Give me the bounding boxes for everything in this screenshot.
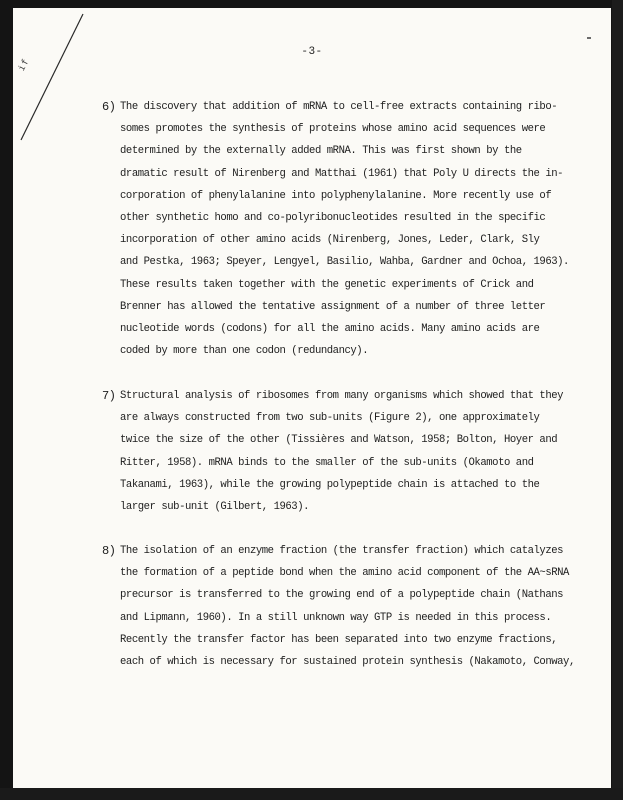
- paragraph-text: [120, 385, 563, 518]
- text-line: corporation of phenylalanine into polyphenylalanine. More recently use of: [120, 189, 552, 202]
- paragraph-number: 8): [102, 544, 116, 558]
- text-line: Ritter, 1958). mRNA binds to the smaller of the sub-units (Okamoto and: [120, 456, 534, 469]
- text-line: are always constructed from two sub-units (Figure 2), one approximately: [120, 412, 540, 425]
- text-line: each of which is necessary for sustained protein synthesis (Nakamoto, Conway,: [120, 655, 575, 668]
- paragraph-number: 6): [102, 100, 116, 114]
- margin-annotation: if: [16, 56, 32, 74]
- text-line: incorporation of other amino acids (Nirenberg, Jones, Leder, Clark, Sly: [120, 234, 540, 247]
- paragraph-number: 7): [102, 389, 116, 403]
- text-line: Brenner has allowed the tentative assignment of a number of three letter: [120, 300, 546, 313]
- page-number: -3-: [301, 46, 323, 58]
- paragraph-8: [102, 540, 575, 673]
- scan-edge-right: [612, 0, 623, 800]
- text-line: Structural analysis of ribosomes from many organisms which showed that they: [120, 390, 564, 402]
- text-line: The discovery that addition of mRNA to cell-free extracts containing ribo-: [120, 101, 558, 113]
- text-line: the formation of a peptide bond when the amino acid component of the AA~sRNA: [120, 567, 569, 580]
- text-line: larger sub-unit (Gilbert, 1963).: [120, 500, 310, 513]
- text-line: precursor is transferred to the growing end of a polypeptide chain (Nathans: [120, 589, 564, 602]
- text-line: nucleotide words (codons) for all the amino acids. Many amino acids are: [120, 322, 540, 335]
- paragraph-6: [102, 96, 569, 362]
- text-line: The isolation of an enzyme fraction (the transfer fraction) which catalyzes: [120, 545, 564, 557]
- text-line: somes promotes the synthesis of proteins whose amino acid sequences were: [120, 123, 546, 136]
- text-line: and Pestka, 1963; Speyer, Lengyel, Basilio, Wahba, Gardner and Ochoa, 1963).: [120, 256, 569, 269]
- document-page: [13, 8, 611, 788]
- paragraph-text: [120, 96, 569, 362]
- corner-speck: [587, 37, 591, 39]
- text-line: and Lipmann, 1960). In a still unknown way GTP is needed in this process.: [120, 611, 552, 624]
- text-line: twice the size of the other (Tissières and Watson, 1958; Bolton, Hoyer and: [120, 434, 558, 447]
- text-line: determined by the externally added mRNA. This was first shown by the: [120, 145, 522, 158]
- paragraph-text: [120, 540, 575, 673]
- paragraph-7: [102, 385, 563, 518]
- text-line: coded by more than one codon (redundancy).: [120, 345, 369, 358]
- text-line: These results taken together with the genetic experiments of Crick and: [120, 278, 534, 291]
- text-line: other synthetic homo and co-polyribonucleotides resulted in the specific: [120, 211, 546, 224]
- scan-edge-bottom: [0, 788, 623, 800]
- pencil-margin-line: [13, 8, 103, 148]
- text-line: Recently the transfer factor has been separated into two enzyme fractions,: [120, 633, 558, 646]
- text-line: Takanami, 1963), while the growing polypeptide chain is attached to the: [120, 478, 540, 491]
- text-line: dramatic result of Nirenberg and Matthai (1961) that Poly U directs the in-: [120, 167, 564, 180]
